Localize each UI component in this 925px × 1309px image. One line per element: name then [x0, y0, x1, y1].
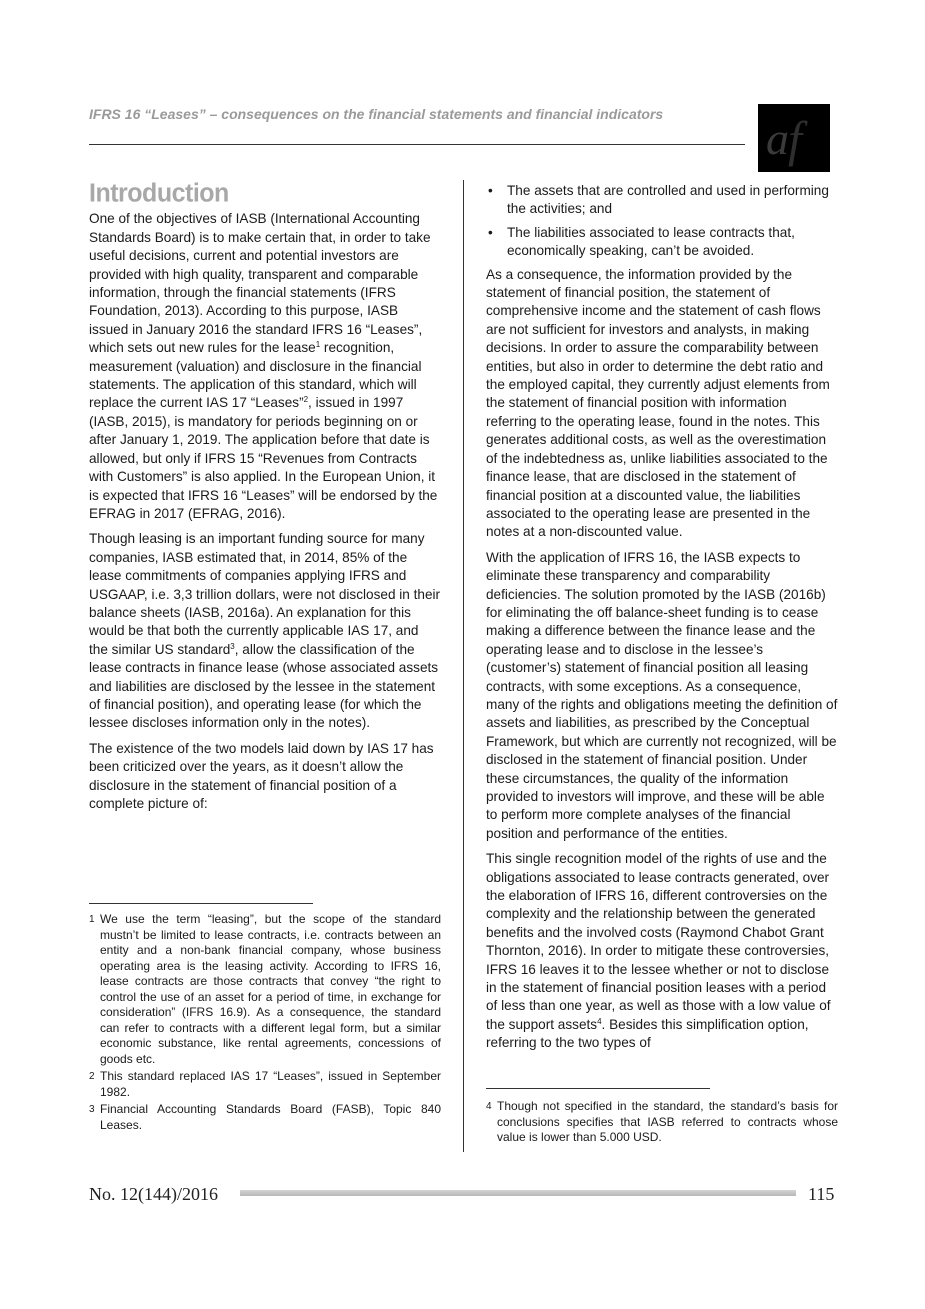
paragraph-right-1: As a consequence, the information provided by the statement of financial position, the statement of comprehensive income and the statement of cash flows are not sufficient for investors and analysts, in making decisions. In order to assure the comparability between entities, but also in order to determine the debt ratio and the employed capital, they currently adjust elements from the statement of financial position with information referring to the operating lease, found in the notes. This generates additional costs, as well as the overestimation of the indebtedness as, unlike liabilities associated to the finance lease, that are disclosed in the statement of financial position at a discounted value, the liabilities associated to the operating lease are presented in the notes at a non-discounted value.	[486, 266, 830, 540]
left-column	[89, 178, 441, 820]
running-header-title: IFRS 16 “Leases” – consequences on the financial statements and financial indicators	[89, 106, 664, 122]
paragraph-intro-3: The existence of the two models laid down by IAS 17 has been criticized over the years, as it doesn’t allow the disclosure in the statement of financial position of a complete picture of:	[89, 740, 434, 811]
header-rule	[89, 144, 745, 145]
text-span: Though leasing is an important funding source for many companies, IASB estimated that, in 2014, 85% of the lease commitments of companies applying IFRS and USGAAP, i.e. 3,3 trillion dollars, were not disclosed in their balance sheets (IASB, 2016a). An explanation for this would be that both the currently applicable IAS 17, and the similar US standard	[89, 531, 441, 657]
bullet-list	[486, 182, 838, 261]
footnote-text: This standard replaced IAS 17 “Leases”, issued in September 1982.	[100, 1069, 441, 1099]
footnote-1	[89, 912, 441, 1067]
paragraph-intro-1	[89, 210, 441, 523]
footnote-number: 3	[89, 1104, 95, 1115]
svg-text:a: a	[766, 113, 789, 164]
footnote-2	[89, 1069, 441, 1100]
bullet-icon: •	[488, 224, 493, 240]
footnote-number: 2	[89, 1071, 95, 1082]
right-footnotes	[486, 1088, 838, 1148]
footnote-rule	[486, 1088, 710, 1089]
list-item-text: The assets that are controlled and used in performing the activities; and	[507, 183, 829, 217]
svg-text:f: f	[788, 111, 802, 167]
list-item	[486, 224, 838, 261]
footnote-4	[486, 1099, 838, 1146]
journal-logo-icon	[758, 104, 830, 172]
footnote-ref-1[interactable]: 1	[315, 340, 321, 350]
footer-issue-number: No. 12(144)/2016	[89, 1184, 218, 1204]
footnote-rule	[89, 903, 313, 904]
footnote-text: Though not specified in the standard, the standard’s basis for conclusions specifies that IASB referred to contracts whose value is lower than 5.000 USD.	[497, 1099, 838, 1144]
text-span: , issued in 1997 (IASB, 2015), is mandatory for periods beginning on or after January 1, 2019. The application before that date is allowed, but only if IFRS 15 “Revenues from Contracts with Customers” is also applied. In the European Union, it is expected that IFRS 16 “Leases” will be endorsed by the EFRAG in 2017 (EFRAG, 2016).	[89, 395, 438, 521]
footnote-text: We use the term “leasing”, but the scope of the standard mustn’t be limited to lease contracts, i.e. contracts between an entity and a non-bank financial company, whose business operating area is the leasing activity. According to IFRS 16, lease contracts are those contracts that convey “the right to control the use of an asset for a period of time, in exchange for consideration” (IFRS 16.9). As a consequence, the standard can refer to contracts with a different legal form, but a similar economic substance, like rental agreements, concessions of goods etc.	[100, 912, 441, 1066]
footnote-text: Financial Accounting Standards Board (FASB), Topic 840 Leases.	[100, 1102, 441, 1132]
list-item	[486, 182, 838, 219]
text-span: , allow the classification of the lease contracts in finance lease (whose associated assets and liabilities are disclosed by the lessee in the statement of financial position), and operating lease (for which the lessee discloses information only in the notes).	[89, 641, 439, 731]
column-divider	[463, 180, 464, 1152]
text-span: One of the objectives of IASB (International Accounting Standards Board) is to make certain that, in order to take useful decisions, current and potential investors are provided with high quality, transparent and comparable information, through the financial statements (IFRS Foundation, 2013). According to this purpose, IASB issued in January 2016 the standard IFRS 16 “Leases”, which sets out new rules for the lease	[89, 211, 431, 356]
journal-logo-glyph	[758, 104, 830, 172]
right-column	[486, 182, 838, 1060]
text-span: recognition, measurement (valuation) and disclosure in the financial statements. The application of this standard, which will replace the current IAS 17 “Leases”	[89, 340, 422, 411]
paragraph-right-3	[486, 850, 838, 1052]
page-number: 115	[808, 1184, 835, 1204]
text-span: This single recognition model of the rights of use and the obligations associated to lease contracts generated, over the elaboration of IFRS 16, different controversies on the complexity and the relationship between the generated benefits and the involved costs (Raymond Chabot Grant Thornton, 2016). In order to mitigate these controversies, IFRS 16 leaves it to the lessee whether or not to disclose in the statement of financial position leases with a period of less than one year, as well as those with a low value of the support assets	[486, 851, 831, 1032]
footnote-ref-2[interactable]: 2	[303, 395, 309, 405]
footnote-number: 4	[486, 1101, 492, 1112]
footnote-number: 1	[89, 914, 95, 925]
footnote-ref-4[interactable]: 4	[597, 1016, 602, 1026]
bullet-icon: •	[488, 183, 493, 198]
footnote-ref-3[interactable]: 3	[230, 641, 235, 651]
section-title: Introduction	[89, 178, 229, 208]
footer-bar	[240, 1190, 796, 1196]
paragraph-right-2: With the application of IFRS 16, the IASB expects to eliminate these transparency and comparability deficiencies. The solution promoted by the IASB (2016b) for eliminating the off balance-sheet funding is to cease making a difference between the finance lease and the operating lease and to disclose in the lessee’s (customer’s) statement of financial position all leasing contracts, with some exceptions. As a consequence, many of the rights and obligations meeting the definition of assets and liabilities, as prescribed by the Conceptual Framework, but which are currently not recognized, will be disclosed in the statement of financial position. Under these circumstances, the quality of the information provided to investors will improve, and these will be able to perform more complete analyses of the financial position and performance of the entities.	[486, 549, 838, 841]
text-span: . Besides this simplification option, referring to the two types of	[486, 1016, 809, 1051]
list-item-text: The liabilities associated to lease contracts that, economically speaking, can’t be avoided.	[507, 224, 795, 259]
footnote-3	[89, 1102, 441, 1133]
left-footnotes	[89, 903, 441, 1135]
paragraph-intro-2	[89, 530, 441, 732]
